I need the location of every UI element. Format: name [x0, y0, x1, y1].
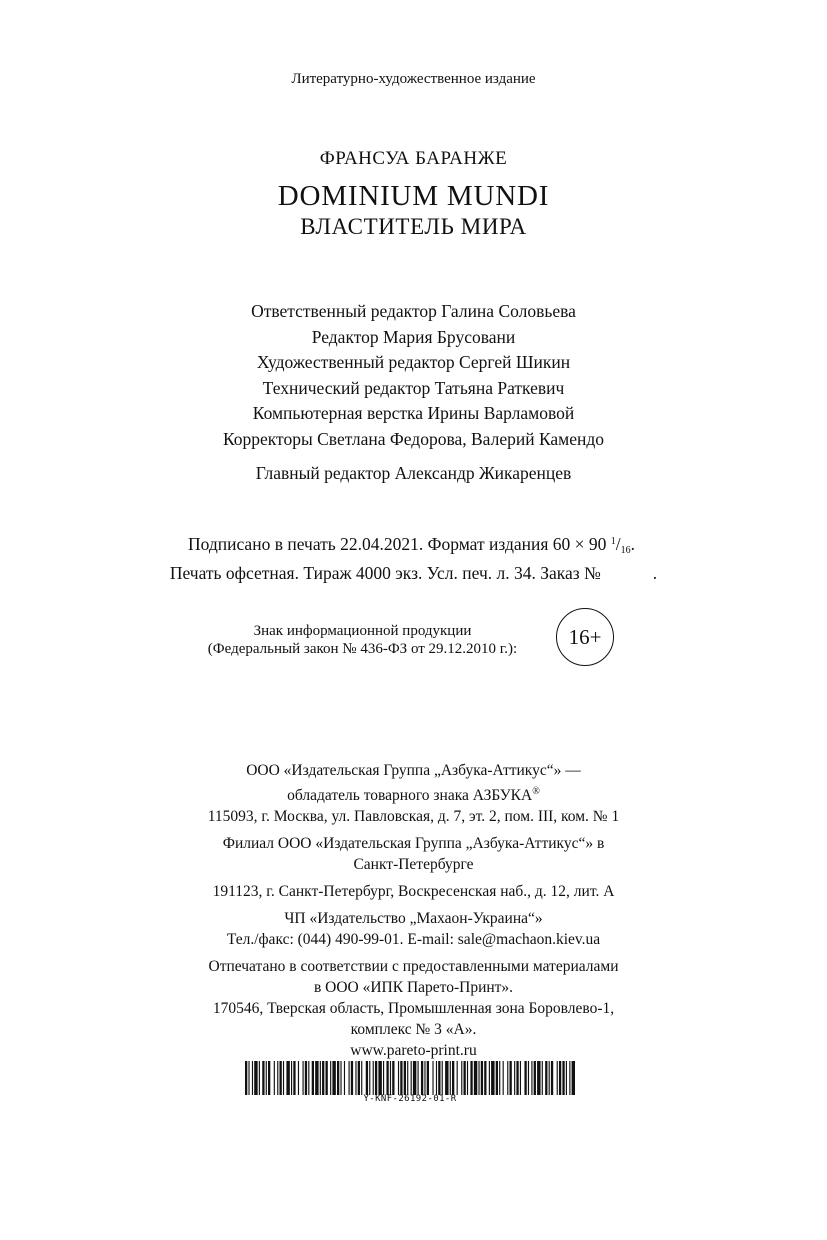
publisher-imprint: [0, 760, 827, 1061]
print-run-period: .: [652, 563, 658, 583]
credit-line: Ответственный редактор Галина Соловьева: [251, 301, 576, 321]
format-fraction: $^1/_{16}$: [610, 534, 631, 556]
credit-line: Корректоры Светлана Федорова, Валерий Камендо: [222, 428, 605, 449]
info-mark-line: Знак информационной продукции: [253, 623, 472, 639]
trademark-text: обладатель товарного знака АЗБУКА: [287, 787, 533, 804]
ukraine-distributor: ЧП «Издательство „Махаон-Украина“»: [284, 910, 543, 927]
distributor-contact: Тел./факс: (044) 490-99-01. E-mail: sale@machaon.kiev.ua: [226, 931, 601, 948]
print-format-line: [0, 530, 825, 562]
publisher-name: ООО «Издательская Группа „Азбука-Аттикус“» —: [246, 762, 581, 779]
branch-city: Санкт-Петербурге: [353, 856, 474, 873]
registered-mark: ®: [532, 786, 540, 797]
fraction-denominator: 16: [620, 545, 631, 556]
printer-address: 170546, Тверская область, Промышленная зона Боровлево-1,: [212, 1000, 615, 1017]
credit-line: Художественный редактор Сергей Шикин: [256, 352, 571, 373]
printer-info: Отпечатано в соответствии с предоставленными материалами: [208, 958, 619, 975]
fraction-numerator: 1: [610, 536, 616, 547]
branch-name: Филиал ООО «Издательская Группа „Азбука-Аттикус“» в: [222, 835, 605, 852]
book-title-latin: DOMINIUM MUNDI: [277, 180, 550, 212]
edition-genre: Литературно-художественное издание: [291, 71, 536, 87]
print-format-text: Подписано в печать 22.04.2021. Формат издания 60 × 90: [187, 534, 611, 554]
barcode-code: Y-KNF-26192-01-R: [363, 1094, 457, 1104]
publisher-address: 115093, г. Москва, ул. Павловская, д. 7, эт. 2, пом. III, ком. № 1: [207, 808, 620, 825]
branch-address: 191123, г. Санкт-Петербург, Воскресенская наб., д. 12, лит. А: [212, 883, 615, 900]
printer-website: www.pareto-print.ru: [350, 1042, 477, 1059]
book-title-russian: ВЛАСТИТЕЛЬ МИРА: [300, 214, 527, 239]
print-details: [0, 530, 827, 585]
printer-address-cont: комплекс № 3 «А».: [350, 1021, 477, 1038]
trademark-owner: [0, 781, 827, 806]
credit-line: Компьютерная верстка Ирины Варламовой: [252, 403, 575, 424]
barcode-image: [245, 1061, 575, 1095]
age-rating-badge: 16+: [556, 608, 614, 666]
printer-name: в ООО «ИПК Парето-Принт».: [313, 979, 514, 996]
print-run-text: Печать офсетная. Тираж 4000 экз. Усл. печ. л. 34. Заказ №: [169, 563, 601, 583]
info-product-mark: [180, 622, 545, 658]
chief-editor: Главный редактор Александр Жикаренцев: [255, 462, 572, 483]
print-run-line: [0, 562, 827, 585]
info-mark-law: (Федеральный закон № 436-ФЗ от 29.12.2010 г.):: [207, 641, 518, 657]
editorial-credits: [0, 299, 827, 486]
credit-line: Редактор Мария Брусовани: [311, 326, 516, 347]
author-name: ФРАНСУА БАРАНЖЕ: [319, 148, 508, 169]
print-format-period: .: [630, 534, 636, 554]
credit-line: Технический редактор Татьяна Раткевич: [262, 377, 565, 398]
